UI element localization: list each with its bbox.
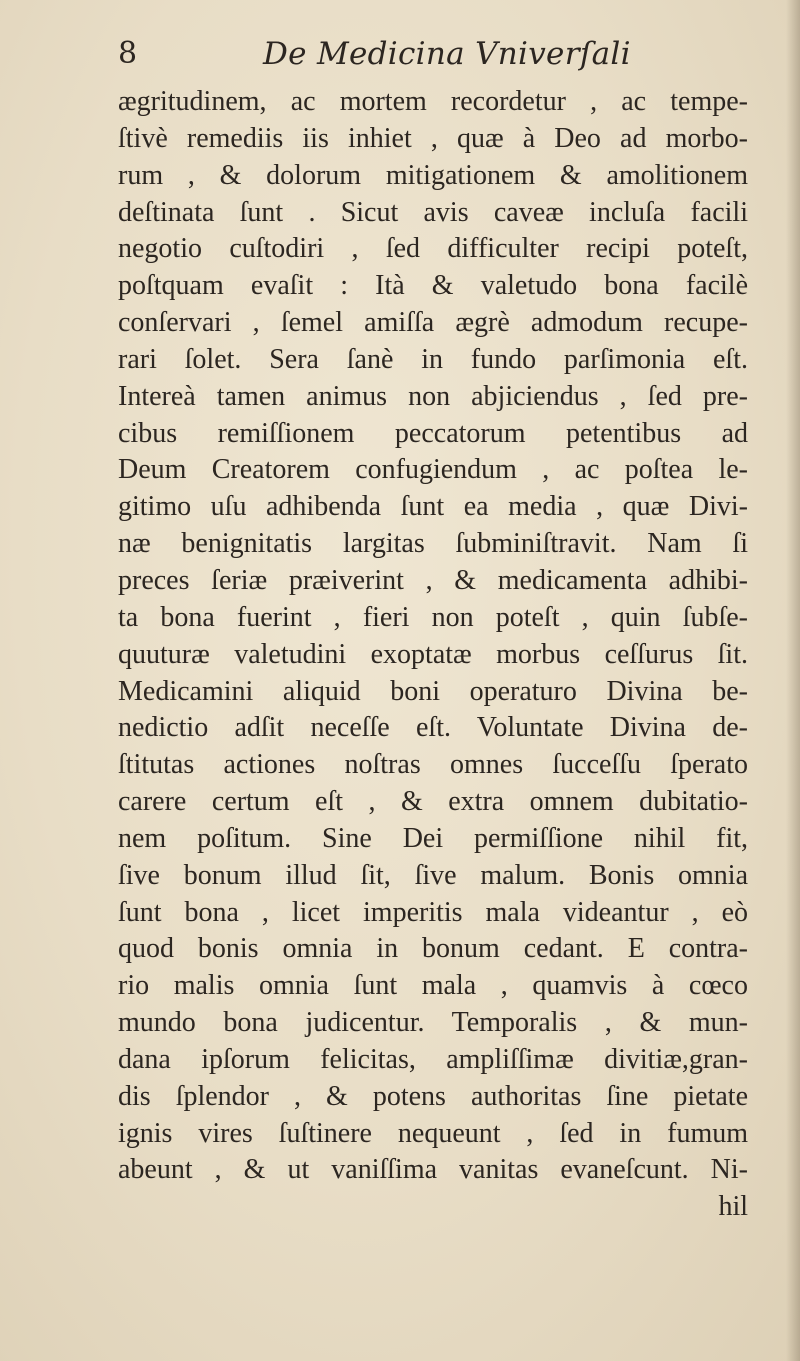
text-line: carere certum eſt , & extra omnem dubitatio- <box>118 786 748 818</box>
text-line: rum , & dolorum mitigationem & amolitionem <box>118 159 748 191</box>
text-line: Deum Creatorem confugiendum , ac poſtea le- <box>118 454 748 486</box>
text-line: conſervari , ſemel amiſſa ægrè admodum recupe- <box>118 307 748 339</box>
text-line: rio malis omnia ſunt mala , quamvis à cœco <box>118 970 748 1002</box>
running-head: De Medicina Vniverſali <box>263 36 631 72</box>
text-line: abeunt , & ut vaniſſima vanitas evaneſcunt. Ni- <box>118 1154 748 1186</box>
catchword: hil <box>718 1191 748 1223</box>
text-line: quuturæ valetudini exoptatæ morbus ceſſurus ſit. <box>118 638 748 670</box>
text-line: deſtinata ſunt . Sicut avis caveæ incluſa facili <box>118 196 748 228</box>
text-line: dis ſplendor , & potens authoritas ſine pietate <box>118 1080 748 1112</box>
text-line: ignis vires ſuſtinere nequeunt , ſed in fumum <box>118 1117 748 1149</box>
body-text <box>118 84 748 1226</box>
text-line: ſive bonum illud ſit, ſive malum. Bonis omnia <box>118 859 748 891</box>
text-line: rari ſolet. Sera ſanè in fundo parſimonia eſt. <box>118 343 748 375</box>
text-line: næ benignitatis largitas ſubminiſtravit. Nam ſi <box>118 528 748 560</box>
text-line: ta bona fuerint , fieri non poteſt , quin ſubſe- <box>118 601 748 633</box>
text-line: ægritudinem, ac mortem recordetur , ac tempe- <box>118 86 748 117</box>
text-line: cibus remiſſionem peccatorum petentibus ad <box>118 417 748 449</box>
text-line: quod bonis omnia in bonum cedant. E contra- <box>118 933 748 965</box>
text-line: preces ſeriæ præiverint , & medicamenta adhibi- <box>118 564 748 596</box>
text-line: ſtivè remediis iis inhiet , quæ à Deo ad morbo- <box>118 122 748 154</box>
text-line: mundo bona judicentur. Temporalis , & mun- <box>118 1007 748 1039</box>
text-line: Intereà tamen animus non abjiciendus , ſed pre- <box>118 380 748 412</box>
text-line: dana ipſorum felicitas, ampliſſimæ divitiæ,gran- <box>118 1043 748 1075</box>
text-line: ſunt bona , licet imperitis mala videantur , eò <box>118 896 748 928</box>
page-number: 8 <box>118 36 138 71</box>
text-line: nem poſitum. Sine Dei permiſſione nihil fit, <box>118 822 748 854</box>
text-line: Medicamini aliquid boni operaturo Divina be- <box>118 675 748 707</box>
text-line: poſtquam evaſit : Ità & valetudo bona facilè <box>118 270 748 302</box>
text-line: ſtitutas actiones noſtras omnes ſucceſſu ſperato <box>118 749 748 781</box>
text-line: gitimo uſu adhibenda ſunt ea media , quæ Divi- <box>118 491 748 523</box>
text-line: negotio cuſtodiri , ſed difficulter recipi poteſt, <box>118 233 748 265</box>
text-line: nedictio adſit neceſſe eſt. Voluntate Divina de- <box>118 712 748 744</box>
page-header <box>118 36 718 86</box>
